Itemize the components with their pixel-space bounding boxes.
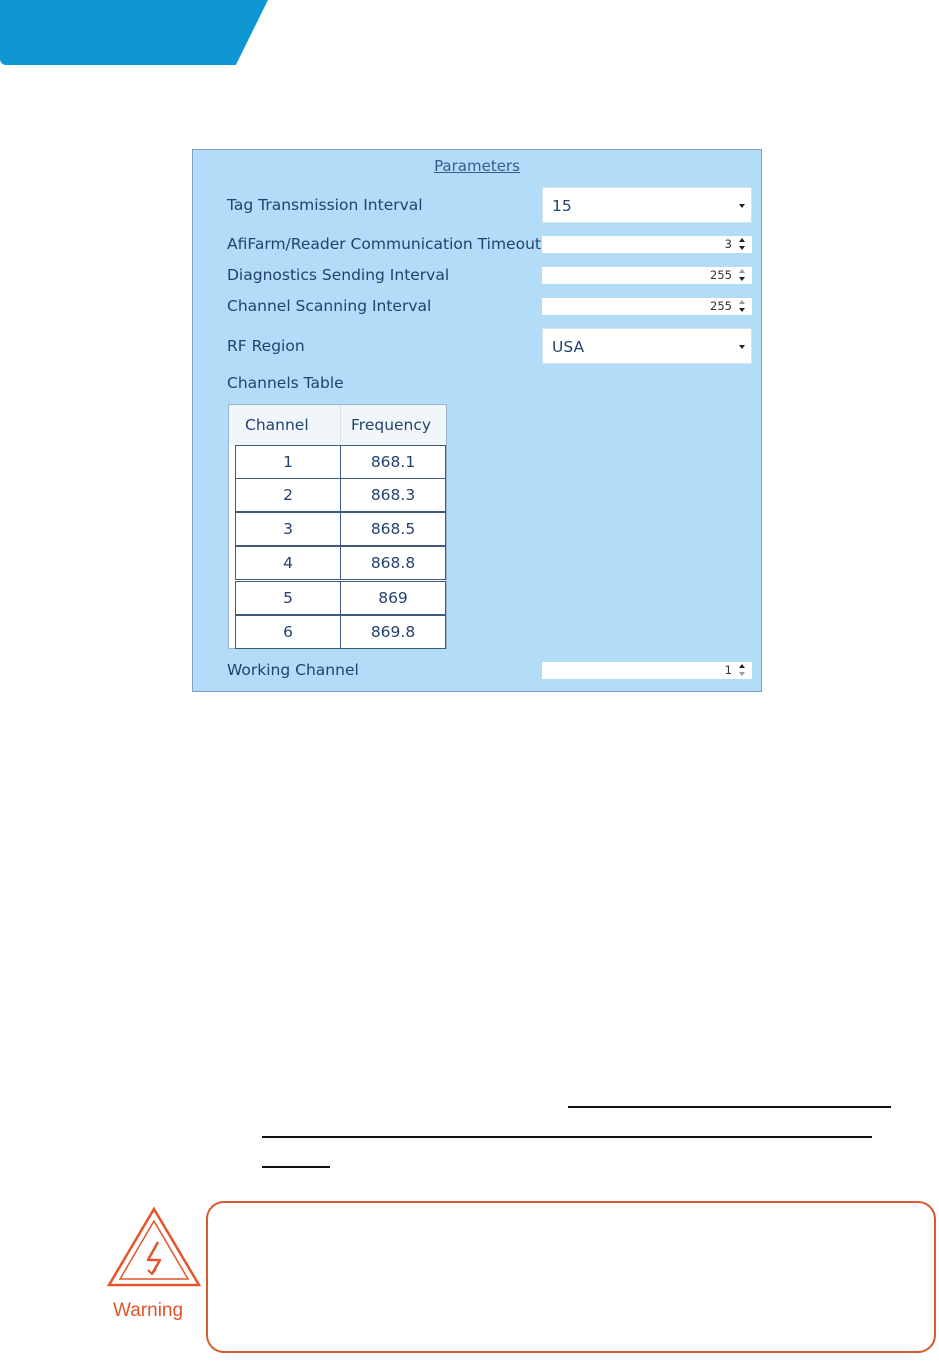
- underline: [262, 1136, 872, 1138]
- comm-timeout-spinner[interactable]: [542, 236, 752, 253]
- rf-region-label: RF Region: [227, 337, 305, 355]
- spin-up-icon[interactable]: [739, 269, 745, 273]
- working-channel-spinner[interactable]: [542, 662, 752, 679]
- header-tab: [0, 0, 268, 65]
- frequency-cell[interactable]: 868.8: [340, 546, 446, 580]
- spin-buttons[interactable]: [737, 662, 749, 679]
- channels-table: [228, 404, 447, 649]
- spin-down-icon[interactable]: [739, 246, 745, 250]
- channels-table-label: Channels Table: [227, 374, 344, 392]
- spin-down-icon[interactable]: [739, 277, 745, 281]
- working-channel-value: 1: [724, 663, 732, 677]
- column-divider: [340, 405, 341, 445]
- tag-interval-value: 15: [552, 197, 572, 215]
- table-row[interactable]: [235, 478, 446, 512]
- frequency-cell[interactable]: 869.8: [340, 615, 446, 649]
- diag-interval-spinner[interactable]: [542, 267, 752, 284]
- parameters-panel: [192, 149, 762, 692]
- spin-up-icon[interactable]: [739, 664, 745, 668]
- diag-interval-value: 255: [710, 268, 732, 282]
- spin-up-icon[interactable]: [739, 300, 745, 304]
- comm-timeout-label: AfiFarm/Reader Communication Timeout: [227, 235, 541, 253]
- channel-cell[interactable]: 2: [235, 478, 341, 512]
- chevron-down-icon: [739, 204, 745, 208]
- table-row[interactable]: [235, 546, 446, 580]
- panel-title[interactable]: Parameters: [434, 157, 520, 175]
- channel-cell[interactable]: 1: [235, 445, 341, 479]
- channel-cell[interactable]: 3: [235, 512, 341, 546]
- chevron-down-icon: [739, 345, 745, 349]
- scan-interval-label: Channel Scanning Interval: [227, 297, 432, 315]
- spin-buttons[interactable]: [737, 236, 749, 253]
- column-header-channel[interactable]: Channel: [245, 416, 309, 434]
- spin-buttons[interactable]: [737, 267, 749, 284]
- underline: [568, 1106, 891, 1108]
- working-channel-label: Working Channel: [227, 661, 359, 679]
- channel-cell[interactable]: 5: [235, 581, 341, 615]
- warning-box: [206, 1201, 936, 1353]
- table-row[interactable]: [235, 615, 446, 649]
- rf-region-dropdown[interactable]: [542, 328, 752, 364]
- underline: [262, 1166, 330, 1168]
- warning-label: Warning: [113, 1300, 184, 1321]
- scan-interval-spinner[interactable]: [542, 298, 752, 315]
- spin-buttons[interactable]: [737, 298, 749, 315]
- tag-interval-label: Tag Transmission Interval: [227, 196, 423, 214]
- rf-region-value: USA: [552, 338, 585, 356]
- column-header-frequency[interactable]: Frequency: [351, 416, 432, 434]
- table-row[interactable]: [235, 581, 446, 615]
- spin-down-icon[interactable]: [739, 308, 745, 312]
- frequency-cell[interactable]: 868.5: [340, 512, 446, 546]
- comm-timeout-value: 3: [724, 237, 732, 251]
- spin-down-icon[interactable]: [739, 672, 745, 676]
- tag-interval-dropdown[interactable]: [542, 187, 752, 223]
- table-row[interactable]: [235, 512, 446, 546]
- frequency-cell[interactable]: 868.3: [340, 478, 446, 512]
- spin-up-icon[interactable]: [739, 238, 745, 242]
- frequency-cell[interactable]: 868.1: [340, 445, 446, 479]
- channel-cell[interactable]: 6: [235, 615, 341, 649]
- channel-cell[interactable]: 4: [235, 546, 341, 580]
- diag-interval-label: Diagnostics Sending Interval: [227, 266, 450, 284]
- table-header: [229, 405, 446, 445]
- scan-interval-value: 255: [710, 299, 732, 313]
- frequency-cell[interactable]: 869: [340, 581, 446, 615]
- warning-triangle-icon: [106, 1206, 202, 1288]
- table-row[interactable]: [235, 445, 446, 479]
